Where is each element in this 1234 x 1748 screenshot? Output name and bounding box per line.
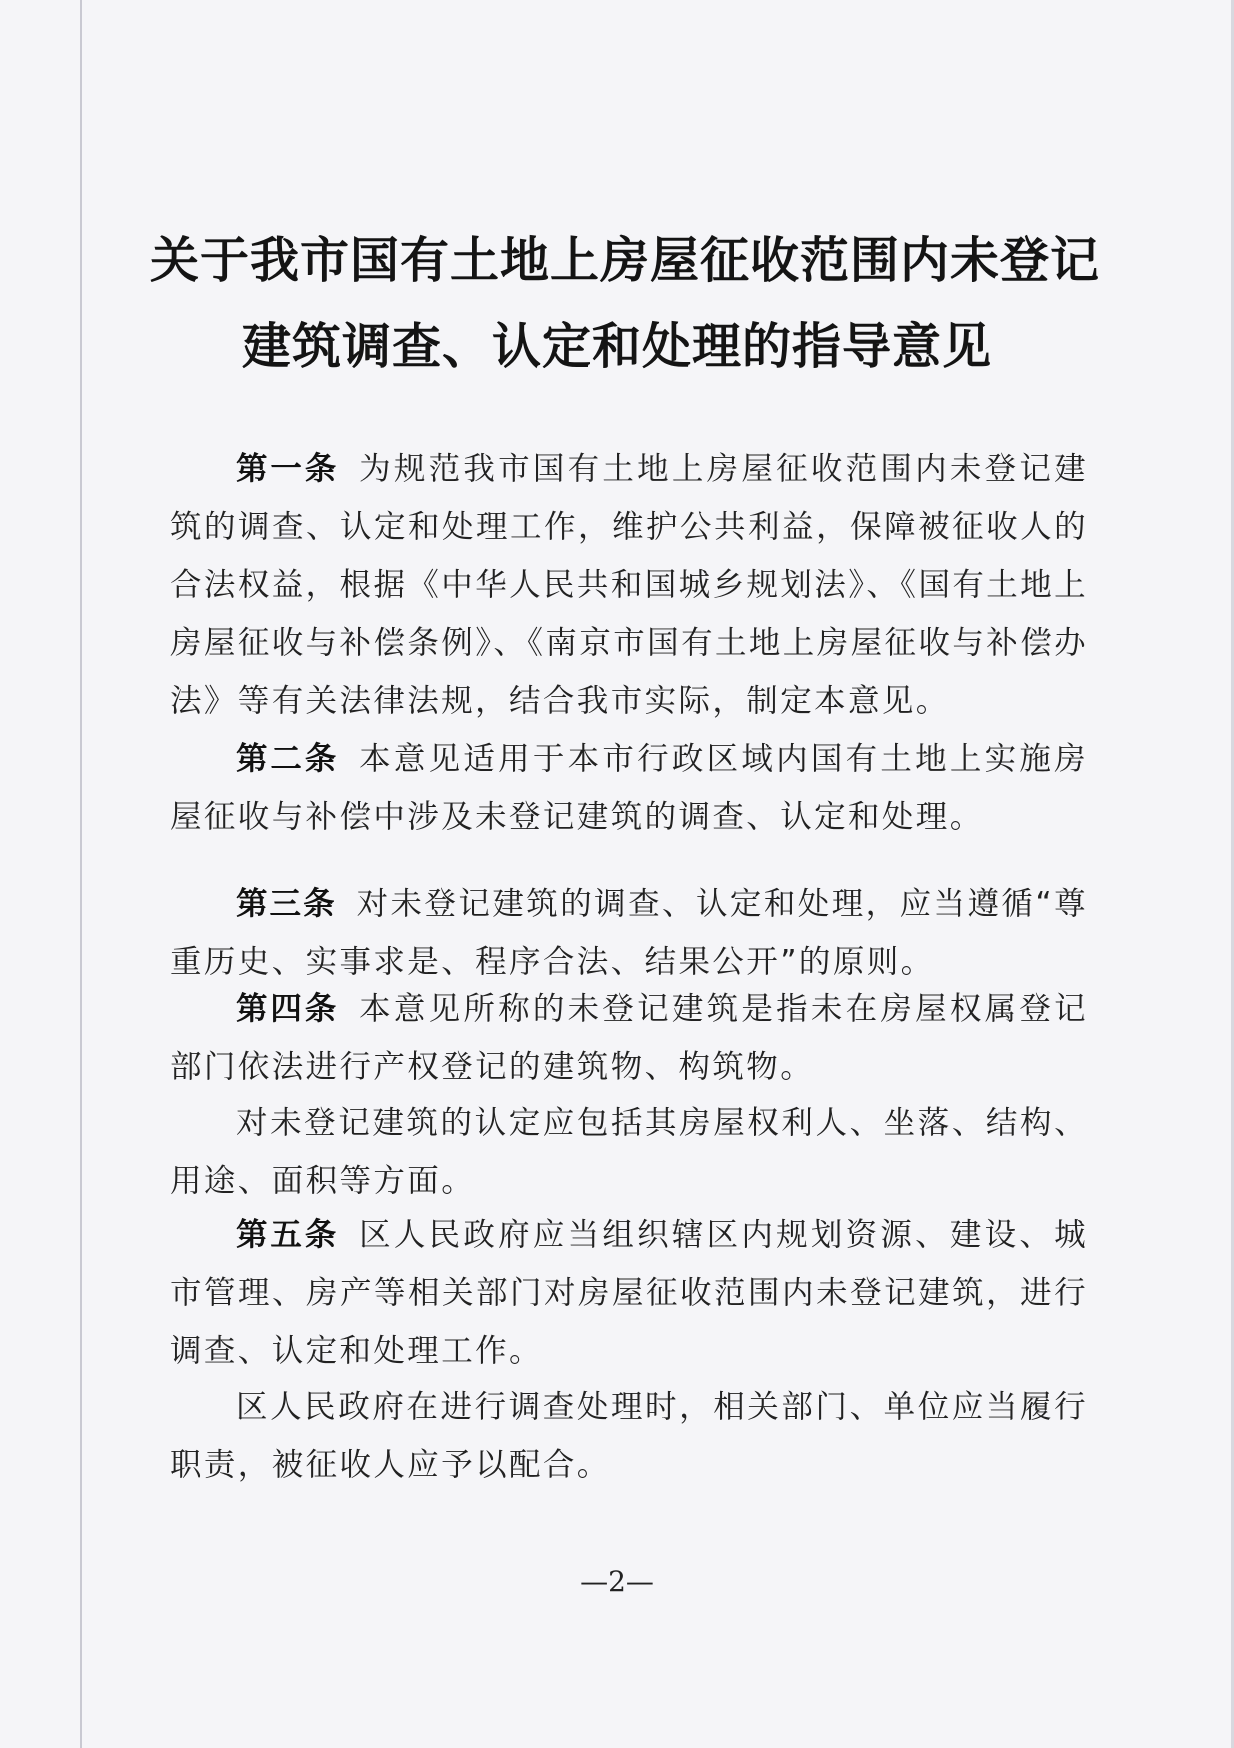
article-5-heading: 第五条: [236, 1216, 340, 1253]
article-5-text: 区人民政府应当组织辖区内规划资源、建设、城市管理、房产等相关部门对房屋征收范围内未登记建筑，进行调查、认定和处理工作。: [170, 1217, 1088, 1369]
binding-edge-line: [80, 0, 82, 1748]
article-4-heading: 第四条: [236, 990, 340, 1027]
article-2-heading: 第二条: [236, 740, 340, 777]
article-3-heading: 第三条: [236, 885, 337, 922]
article-4-sub-paragraph: [170, 1094, 1088, 1210]
article-3-text: 对未登记建筑的调查、认定和处理，应当遵循“尊重历史、实事求是、程序合法、结果公开”的原则。: [170, 886, 1088, 980]
article-5-sub-text: 区人民政府在进行调查处理时，相关部门、单位应当履行职责，被征收人应予以配合。: [170, 1389, 1088, 1483]
article-2-text: 本意见适用于本市行政区域内国有土地上实施房屋征收与补偿中涉及未登记建筑的调查、认定和处理。: [170, 741, 1088, 835]
article-1-paragraph: [170, 440, 1088, 730]
article-5-paragraph: [170, 1206, 1088, 1380]
document-title-line-2: 建筑调查、认定和处理的指导意见: [241, 317, 992, 375]
article-5-sub-paragraph: [170, 1378, 1088, 1494]
article-4-paragraph: [170, 980, 1088, 1096]
article-1-text: 为规范我市国有土地上房屋征收范围内未登记建筑的调查、认定和处理工作，维护公共利益，保障被征收人的合法权益，根据《中华人民共和国城乡规划法》、《国有土地上房屋征收与补偿条例》、《南京市国有土地上房屋征收与补偿办法》等有关法律法规，结合我市实际，制定本意见。: [170, 451, 1088, 719]
article-1-heading: 第一条: [236, 450, 340, 487]
article-4-sub-text: 对未登记建筑的认定应包括其房屋权利人、坐落、结构、用途、面积等方面。: [170, 1105, 1088, 1199]
article-4-text: 本意见所称的未登记建筑是指未在房屋权属登记部门依法进行产权登记的建筑物、构筑物。: [170, 991, 1088, 1085]
article-3-paragraph: [170, 875, 1088, 991]
page-number: —2—: [580, 1565, 654, 1598]
document-title-line-1: 关于我市国有土地上房屋征收范围内未登记: [150, 231, 1101, 289]
article-2-paragraph: [170, 730, 1088, 846]
